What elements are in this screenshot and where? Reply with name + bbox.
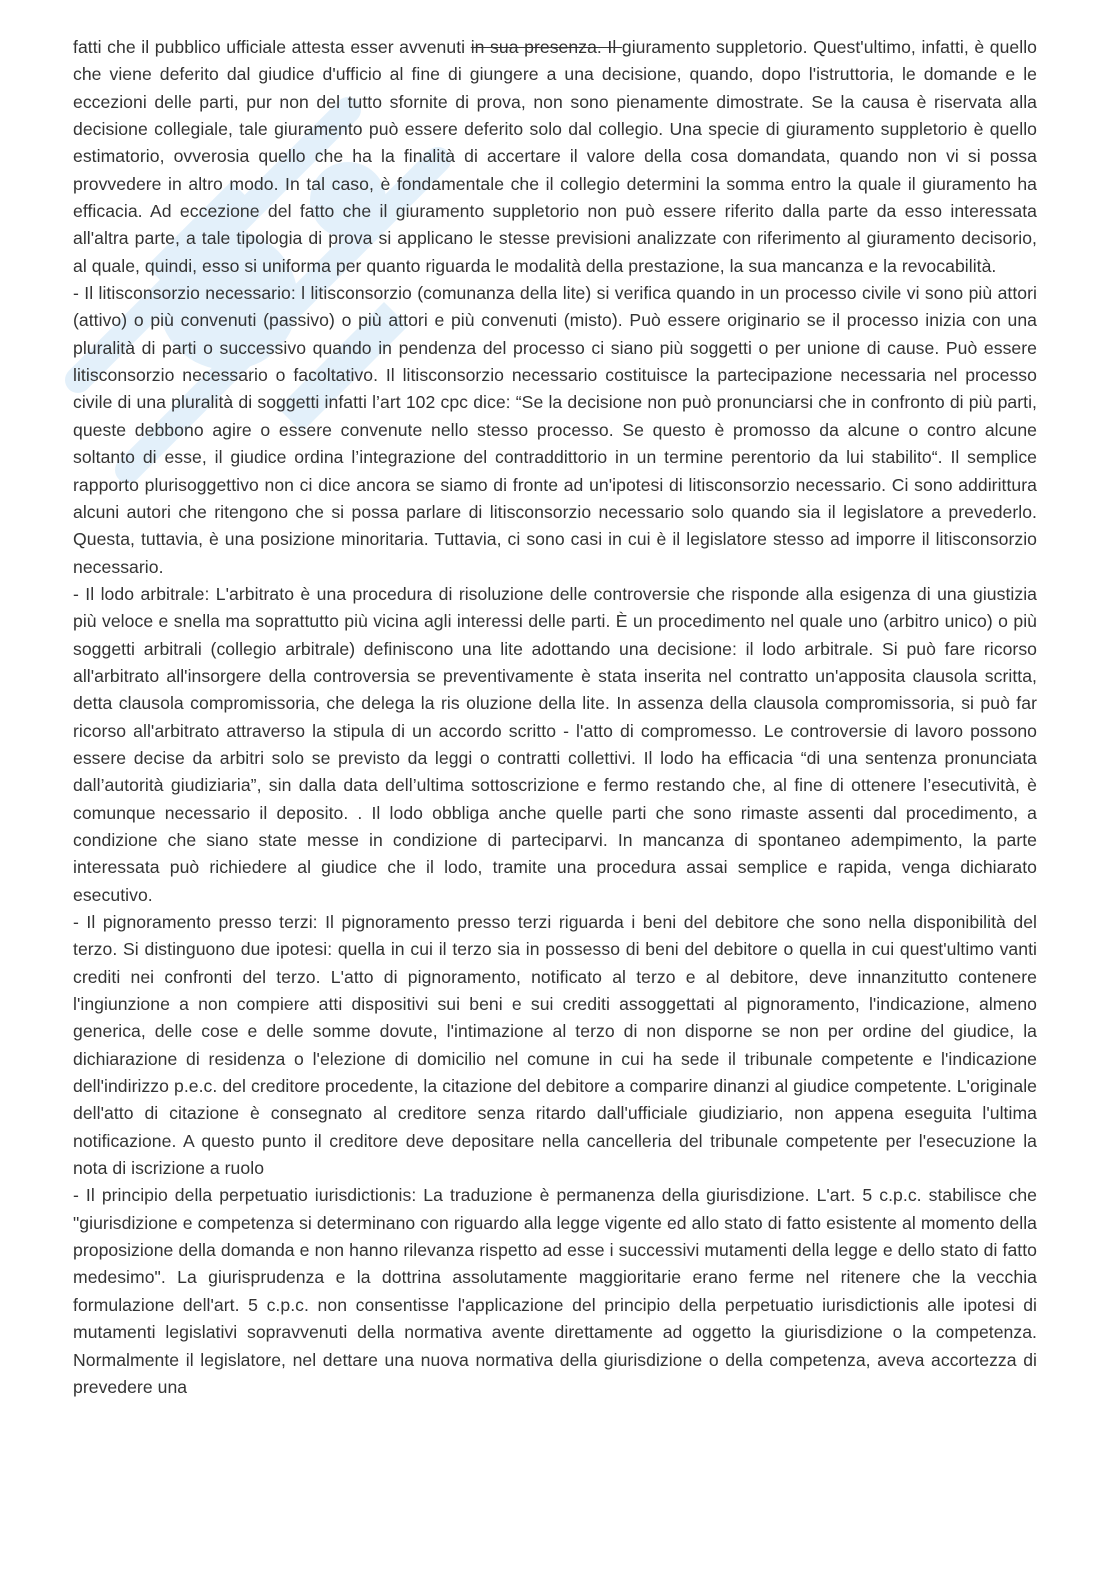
paragraph-perpetuatio: - Il principio della perpetuatio iurisdictionis: La traduzione è permanenza della giurisdizione. L'art. 5 c.p.c. stabilisce che "giurisdizione e competenza si determinano con riguardo alla legge vigente ed allo stato di fatto esistente al momento della proposizione della domanda e non hanno rilevanza rispetto ad esse i successivi mutamenti della legge e dello stato di fatto medesimo". La giurisprudenza e la dottrina assolutamente maggioritarie erano ferme nel ritenere che la vecchia formulazione dell'art. 5 c.p.c. non consentisse l'applicazione del principio della perpetuatio iurisdictionis alle ipotesi di mutamenti legislativi sopravvenuti della normativa avente direttamente ad oggetto la giurisdizione o la competenza. Normalmente il legislatore, nel dettare una nuova normativa della giurisdizione o della competenza, aveva accortezza di prevedere una xyxy=(73,1185,1037,1397)
struck-text: in sua presenza. Il xyxy=(470,37,622,57)
paragraph-lodo-arbitrale: - Il lodo arbitrale: L'arbitrato è una procedura di risoluzione delle controversie che risponde alla esigenza di una giustizia più veloce e snella ma soprattutto più vicina agli interessi delle parti. È un procedimento nel quale uno (arbitro unico) o più soggetti arbitrali (collegio arbitrale) definiscono una lite adottando una decisione: il lodo arbitrale. Si può fare ricorso all'arbitrato all'insorgere della controversia se preventivamente è stata inserita nel contratto un'apposita clausola scritta, detta clausola compromissoria, che delega la ris oluzione della lite. In assenza della clausola compromissoria, si può far ricorso all'arbitrato attraverso la stipula di un accordo scritto - l'atto di compromesso. Le controversie di lavoro possono essere decise da arbitri solo se previsto da leggi o contratti collettivi. Il lodo ha efficacia “di una sentenza pronunciata dall’autorità giudiziaria”, sin dalla data dell’ultima sottoscrizione e fermo restando che, al fine di ottenere l’esecutività, è comunque necessario il deposito. . Il lodo obbliga anche quelle parti che sono rimaste assenti dal procedimento, a condizione che siano state messe in condizione di parteciparvi. In mancanza di spontaneo adempimento, la parte interessata può richiedere al giudice che il lodo, tramite una procedura assai semplice e rapida, venga dichiarato esecutivo. xyxy=(73,583,1037,905)
paragraph-litisconsorzio: - Il litisconsorzio necessario: l litisconsorzio (comunanza della lite) si verifica quando in un processo civile vi sono più attori (attivo) o più convenuti (passivo) o più attori e più convenuti (misto). Può essere originario se il processo inizia con una pluralità di parti o successivo quando in pendenza del processo ci siano più soggetti o per unione di cause. Può essere litisconsorzio necessario o facoltativo. Il litisconsorzio necessario costituisce la partecipazione necessaria nel processo civile di una pluralità di soggetti infatti l’art 102 cpc dice: “Se la decisione non può pronunciarsi che in confronto di più parti, queste debbono agire o essere convenute nello stesso processo. Se questo è promosso da alcune o contro alcune soltanto di esse, il giudice ordina l’integrazione del contraddittorio in un termine perentorio da lui stabilito“. Il semplice rapporto plurisoggettivo non ci dice ancora se siamo di fronte ad un'ipotesi di litisconsorzio necessario. Ci sono addirittura alcuni autori che ritengono che si possa parlare di litisconsorzio necessario solo quando sia il legislatore a prevederlo. Questa, tuttavia, è una posizione minoritaria. Tuttavia, ci sono casi in cui è il legislatore stesso ad imporre il litisconsorzio necessario. xyxy=(73,283,1037,577)
intro-text: fatti che il pubblico ufficiale attesta esser avvenuti xyxy=(73,37,471,57)
document-body xyxy=(73,34,1037,1401)
paragraph-giuramento-suppletorio xyxy=(73,34,1037,280)
paragraph-pignoramento: - Il pignoramento presso terzi: Il pignoramento presso terzi riguarda i beni del debitore che sono nella disponibilità del terzo. Si distinguono due ipotesi: quella in cui il terzo sia in possesso di beni del debitore o quella in cui quest'ultimo vanti crediti nei confronti del terzo. L'atto di pignoramento, notificato al terzo e al debitore, deve innanzitutto contenere l'ingiunzione a non compiere atti dispositivi sui beni e sui crediti assoggettati al pignoramento, l'indicazione, almeno generica, delle cose e delle somme dovute, l'intimazione al terzo di non disporne se non per ordine del giudice, la dichiarazione di residenza o l'elezione di domicilio nel comune in cui ha sede il tribunale competente e l'indicazione dell'indirizzo p.e.c. del creditore procedente, la citazione del debitore a comparire dinanzi al giudice competente. L'originale dell'atto di citazione è consegnato al creditore senza ritardo dall'ufficiale giudiziario, non appena eseguita l'ultima notificazione. A questo punto il creditore deve depositare nella cancelleria del tribunale competente per l'esecuzione la nota di iscrizione a ruolo xyxy=(73,912,1037,1179)
intro-text-continued: giuramento suppletorio. Quest'ultimo, infatti, è quello che viene deferito dal giudice d'ufficio al fine di giungere a una decisione, quando, dopo l'istruttoria, le domande e le eccezioni delle parti, pur non del tutto sfornite di prova, non sono pienamente dimostrate. Se la causa è riservata alla decisione collegiale, tale giuramento può essere deferito solo dal collegio. Una specie di giuramento suppletorio è quello estimatorio, ovverosia quello che ha la finalità di accertare il valore della cosa domandata, quando non vi si possa provvedere in altro modo. In tal caso, è fondamentale che il collegio determini la somma entro la quale il giuramento ha efficacia. Ad eccezione del fatto che il giuramento suppletorio non può essere riferito dalla parte da esso interessata all'altra parte, a tale tipologia di prova si applicano le stesse previsioni analizzate con riferimento al giuramento decisorio, al quale, quindi, esso si uniforma per quanto riguarda le modalità della prestazione, la sua mancanza e la revocabilità. xyxy=(73,37,1038,276)
